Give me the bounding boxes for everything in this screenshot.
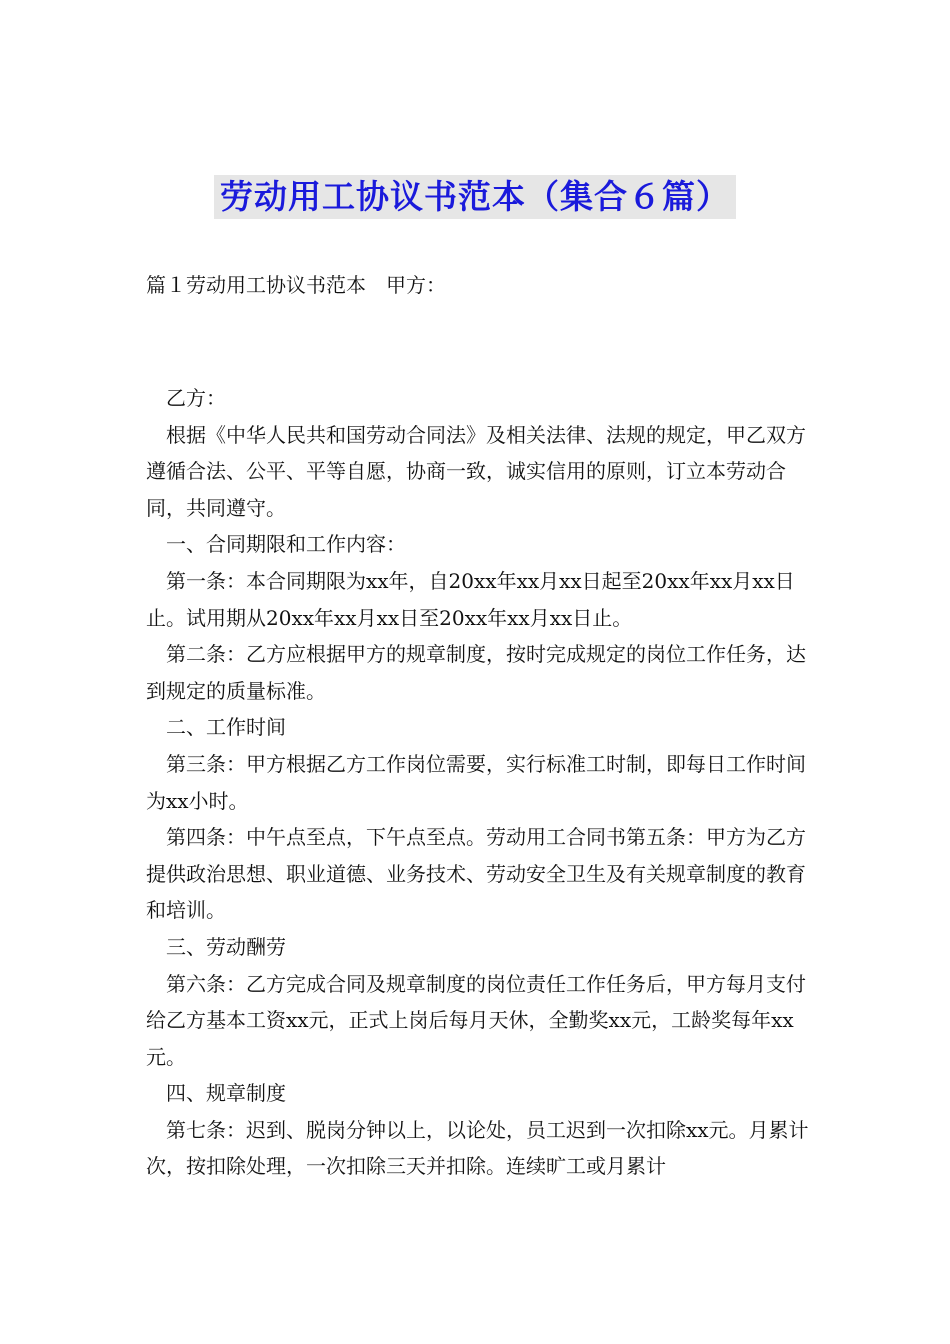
preamble-paragraph: 根据《中华人民共和国劳动合同法》及相关法律、法规的规定，甲乙双方遵循合法、公平、平等自愿，协商一致，诚实信用的原则，订立本劳动合同，共同遵守。 bbox=[146, 422, 806, 520]
section-heading-1: 一、合同期限和工作内容： bbox=[166, 532, 406, 557]
title-container bbox=[0, 175, 950, 219]
article-7: 第七条：迟到、脱岗分钟以上，以论处，员工迟到一次扣除xx元。月累计次，按扣除处理，一次扣除三天并扣除。连续旷工或月累计 bbox=[146, 1117, 809, 1179]
article-1: 第一条：本合同期限为xx年，自20xx年xx月xx日起至20xx年xx月xx日止。试用期从20xx年xx月xx日至20xx年xx月xx日止。 bbox=[146, 568, 795, 630]
article-3: 第三条：甲方根据乙方工作岗位需要，实行标准工时制，即每日工作时间为xx小时。 bbox=[146, 751, 806, 813]
article-6: 第六条：乙方完成合同及规章制度的岗位责任工作任务后，甲方每月支付给乙方基本工资xx元，正式上岗后每月天休，全勤奖xx元，工龄奖每年xx元。 bbox=[146, 971, 806, 1069]
section-heading-3: 三、劳动酬劳 bbox=[166, 934, 286, 959]
document-body bbox=[146, 380, 816, 1185]
document-title: 劳动用工协议书范本（集合６篇） bbox=[214, 175, 736, 219]
article-4: 第四条：中午点至点，下午点至点。劳动用工合同书第五条：甲方为乙方提供政治思想、职业道德、业务技术、劳动安全卫生及有关规章制度的教育和培训。 bbox=[146, 825, 806, 923]
section-heading-4: 四、规章制度 bbox=[166, 1081, 286, 1106]
section-heading-2: 二、工作时间 bbox=[166, 715, 286, 740]
party-b-line: 乙方： bbox=[166, 386, 226, 410]
section-subtitle: 篇１劳动用工协议书范本 甲方： bbox=[146, 273, 446, 297]
article-2: 第二条：乙方应根据甲方的规章制度，按时完成规定的岗位工作任务，达到规定的质量标准。 bbox=[146, 642, 806, 703]
